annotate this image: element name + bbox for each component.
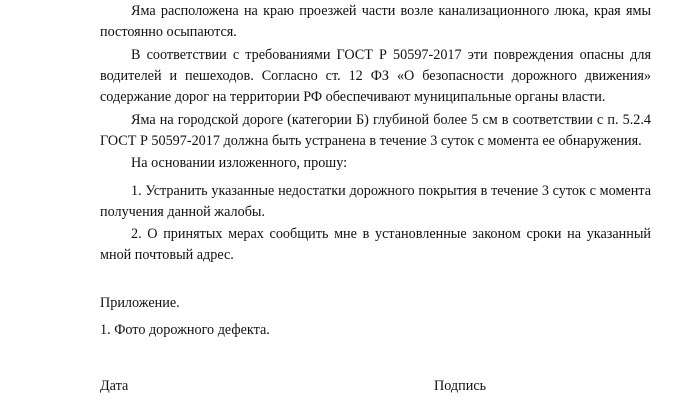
attachment-heading: Приложение. [100, 295, 180, 311]
attachment-item: 1. Фото дорожного дефекта. [100, 322, 270, 338]
request-item-1: 1. Устранить указанные недостатки дорожного покрытия в течение 3 суток с момента получения данной жалобы. [100, 183, 651, 220]
paragraph-repair-deadline: Яма на городской дороге (категории Б) глубиной более 5 см в соответствии с п. 5.2.4 ГОСТ Р 50597-2017 должна быть устранена в течение 3 суток с момента ее обнаружения. [100, 112, 651, 149]
paragraph-request-intro: На основании изложенного, прошу: [131, 155, 348, 171]
request-item-2: 2. О принятых мерах сообщить мне в установленные законом сроки на указанный мной почтовый адрес. [100, 226, 651, 263]
signature-label: Подпись [434, 378, 487, 394]
paragraph-pothole-description: Яма расположена на краю проезжей части возле канализационного люка, края ямы постоянно осыпаются. [100, 3, 651, 40]
date-label: Дата [100, 378, 129, 394]
paragraph-gost-requirements: В соответствии с требованиями ГОСТ Р 50597-2017 эти повреждения опасны для водителей и пешеходов. Согласно ст. 12 ФЗ «О безопасности дорожного движения» содержание дорог на территории РФ обеспечивают муниципальные органы власти. [100, 47, 651, 105]
